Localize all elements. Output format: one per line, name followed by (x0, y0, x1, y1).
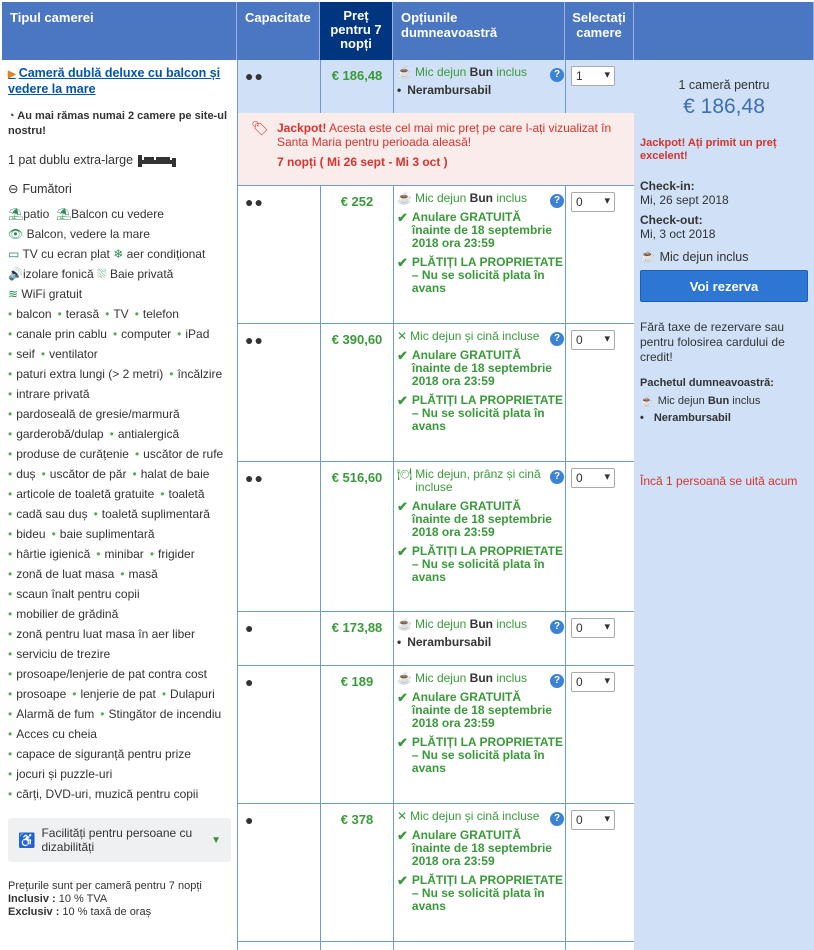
info-icon[interactable]: ? (550, 194, 564, 208)
facility-item: • antialergică (110, 427, 180, 441)
smoking-icon: ⊖ (8, 182, 19, 196)
grid-line (393, 185, 394, 950)
bed-info: 1 pat dublu extra-large (8, 153, 231, 167)
check-icon: ✔ (397, 210, 408, 225)
reserve-button[interactable]: Voi rezerva (640, 270, 808, 302)
facility-item: • serviciu de trezire (8, 647, 110, 661)
bed-icon (137, 153, 177, 167)
two-persons-icon: ●● (245, 332, 264, 348)
checkin-date: Mi, 26 sept 2018 (640, 193, 729, 207)
facility-item: • bideu (8, 527, 46, 541)
check-icon: ✔ (397, 393, 408, 408)
room-name-link[interactable]: ▶ Cameră dublă deluxe cu balcon și vedere la mare (8, 66, 221, 96)
room-quantity-select[interactable]: 1 ▾ (571, 66, 615, 86)
facility-item: • lenjerie de pat (72, 687, 156, 701)
grid-line (237, 803, 634, 804)
smoking-info: ⊖ Fumători (8, 181, 72, 196)
facility-item: • prosoape/lenjerie de pat contra cost (8, 667, 207, 681)
header-summary (634, 2, 814, 60)
facility-item: • balcon (8, 307, 52, 321)
facility-item: • prosoape (8, 687, 66, 701)
facility-item: • articole de toaletă gratuite (8, 487, 154, 501)
header-price: Preț pentru 7 nopți (320, 2, 393, 60)
header-select-rooms: Selectați camere (565, 2, 634, 60)
speaker-icon: 🔊 (8, 267, 23, 281)
option-price: € 252 (340, 194, 374, 209)
facility-item: • mobilier de grădină (8, 607, 118, 621)
facility-item: • toaletă suplimentară (94, 507, 210, 521)
coffee-cup-icon: ☕ (640, 249, 656, 263)
package-breakfast: ☕ Mic dejun Bun inclus (640, 395, 761, 408)
room-quantity-select[interactable]: 0 ▾ (571, 192, 615, 212)
check-icon: ✔ (397, 690, 408, 705)
price-tag-icon: 🏷 (251, 120, 269, 136)
facility-item: • zonă pentru luat masa în aer liber (8, 627, 195, 641)
option-row (237, 666, 634, 803)
two-persons-icon: ●● (245, 68, 264, 84)
header-options: Opțiunile dumneavoastră (393, 2, 565, 60)
option-row (237, 804, 634, 941)
shower-icon: ⛆ (97, 267, 107, 281)
check-icon: ✔ (397, 735, 408, 750)
one-person-icon: ● (245, 620, 255, 636)
facility-item: • telefon (135, 307, 179, 321)
header-capacity: Capacitate (237, 2, 320, 60)
one-person-icon: ● (245, 674, 255, 690)
coffee-cup-icon: ☕ (397, 191, 412, 205)
option-price: € 516,60 (331, 470, 383, 485)
facilities-list (8, 304, 231, 804)
cutlery-icon: ✕ (397, 809, 408, 823)
facility-item: • produse de curățenie (8, 447, 129, 461)
booking-summary (634, 60, 814, 950)
room-quantity-select[interactable]: 0 ▾ (571, 330, 615, 350)
grid-line (237, 941, 634, 942)
facility-item: • Alarmă de fum (8, 707, 94, 721)
facility-item: • frigider (150, 547, 195, 561)
check-icon: ✔ (397, 873, 408, 888)
facility-item: • zonă de luat masa (8, 567, 114, 581)
facility-item: • intrare privată (8, 387, 90, 401)
check-icon: ✔ (397, 348, 408, 363)
grid-line (237, 60, 238, 950)
check-icon: ✔ (397, 499, 408, 514)
watching-now: Încă 1 persoană se uită acum (640, 474, 798, 488)
option-price: € 186,48 (331, 68, 383, 83)
coffee-cup-icon: ☕ (640, 396, 654, 408)
grid-line (237, 665, 634, 666)
info-icon[interactable]: ? (550, 470, 564, 484)
facility-item: • seif (8, 347, 35, 361)
fees-note: Fără taxe de rezervare sau pentru folosirea cardului de credit! (640, 320, 785, 364)
coffee-cup-icon: ☕ (397, 617, 412, 631)
room-quantity-select[interactable]: 0 ▾ (571, 672, 615, 692)
check-icon: ✔ (397, 544, 408, 559)
facility-item: • Stingător de incendiu (100, 707, 221, 721)
option-price: € 378 (340, 812, 374, 827)
facility-item: • cadă sau duș (8, 507, 88, 521)
summary-total-price: € 186,48 (683, 95, 765, 118)
option-row (237, 324, 634, 461)
facility-item: • pardoseală de gresie/marmură (8, 407, 180, 421)
facility-item: • încălzire (169, 367, 222, 381)
room-quantity-select[interactable]: 0 ▾ (571, 810, 615, 830)
option-conditions: ✕ Mic dejun și cină incluse ? ✔ Anulare GRATUITĂ înainte de 18 septembrie 2018 ora 23:59 ✔ PLĂTIȚI LA PROPRIETATE – Nu se solicită plata în avans (397, 809, 564, 913)
grid-line (237, 461, 634, 462)
facility-item: • canale prin cablu (8, 327, 107, 341)
facility-item: • jocuri și puzzle-uri (8, 767, 112, 781)
info-icon[interactable]: ? (550, 332, 564, 346)
option-price: € 390,60 (331, 332, 383, 347)
facility-item: • capace de siguranță pentru prize (8, 747, 191, 761)
grid-line (237, 323, 634, 324)
one-person-icon: ● (245, 812, 255, 828)
facility-item: • cărți, DVD-uri, muzică pentru copii (8, 787, 198, 801)
facility-item: • masă (120, 567, 158, 581)
wheelchair-icon: ♿ (18, 831, 36, 848)
facility-item: • minibar (96, 547, 144, 561)
option-conditions: ☕ Mic dejun Bun inclus ? ✔ Anulare GRATUITĂ înainte de 18 septembrie 2018 ora 23:59 ✔ PLĂTIȚI LA PROPRIETATE – Nu se solicită plata în avans (397, 191, 564, 295)
facility-item: • TV (105, 307, 129, 321)
facility-item: • iPad (177, 327, 209, 341)
nonrefundable-label: • Nerambursabil (397, 83, 492, 97)
option-conditions: ☕ Mic dejun Bun inclus ? • Nerambursabil (397, 618, 563, 649)
option-conditions: 🍽 Mic dejun, prânz și cină incluse ? ✔ Anulare GRATUITĂ înainte de 18 septembrie 2018 ora 23:59 ✔ PLĂTIȚI LA PROPRIETATE – Nu se solicită plata în avans (397, 467, 564, 584)
balcony-icon: ⛱ (55, 207, 72, 221)
facility-item: • terasă (58, 307, 100, 321)
room-quantity-select[interactable]: 0 ▾ (571, 618, 615, 638)
facility-item: • halat de baie (132, 467, 209, 481)
facility-item: • Dulapuri (162, 687, 215, 701)
expand-arrow-icon: ▶ (8, 69, 16, 80)
option-conditions: ☕ Mic dejun Bun inclus ? • Nerambursabil (397, 66, 563, 97)
summary-room-count: 1 cameră pentru (678, 78, 770, 92)
grid-line (393, 60, 394, 113)
plate-icon: 🍽 (397, 467, 413, 481)
facility-item: • Acces cu cheia (8, 727, 97, 741)
grid-line (237, 185, 634, 186)
info-icon[interactable]: ? (550, 674, 564, 688)
facility-item: • garderobă/dulap (8, 427, 104, 441)
coffee-cup-icon: ☕ (397, 671, 412, 685)
facility-item: • baie suplimentară (52, 527, 155, 541)
chevron-down-icon: ▼ (211, 834, 221, 846)
facility-item: • uscător de păr (42, 467, 127, 481)
option-row (237, 462, 634, 611)
room-quantity-select[interactable]: 0 ▾ (571, 468, 615, 488)
option-price: € 173,88 (331, 620, 383, 635)
facility-item: • uscător de rufe (135, 447, 223, 461)
jackpot-banner: 🏷 Jackpot! Acesta este cel mai mic preț pe care l-ați vizualizat în Santa Maria pentru perioada aleasă! 7 nopți ( Mi 26 sept - Mi 3 oct ) (237, 113, 634, 185)
package-title: Pachetul dumneavoastră: (640, 377, 774, 389)
grid-line (320, 185, 321, 950)
room-features: ⛱patio ⛱Balcon cu vedere 👁 Balcon, vedere la mare ▭ TV cu ecran plat ❄ aer condiționat 🔊izolare fonică ⛆ Baie privată ≋ WiFi gratuit (8, 207, 206, 301)
checkout-label: Check-out: (640, 213, 703, 227)
checkin-label: Check-in: (640, 179, 695, 193)
grid-line (565, 60, 566, 113)
facility-item: • hârtie igienică (8, 547, 90, 561)
grid-line (237, 611, 634, 612)
two-persons-icon: ●● (245, 470, 264, 486)
grid-line (565, 185, 566, 950)
facility-item: • ventilator (41, 347, 98, 361)
disability-facilities-toggle[interactable]: ♿ Facilități pentru persoane cu dizabilități ▼ (8, 818, 231, 862)
two-persons-icon: ●● (245, 194, 264, 210)
info-icon[interactable]: ? (550, 620, 564, 634)
eye-icon: 👁 (8, 227, 24, 241)
room-info (2, 60, 237, 925)
snowflake-icon: ❄ (113, 247, 124, 261)
option-row (237, 186, 634, 323)
availability-warning: ◔ Au mai rămas numai 2 camere pe site-ul nostru! (8, 110, 227, 137)
option-conditions: ✕ Mic dejun și cină incluse ? ✔ Anulare GRATUITĂ înainte de 18 septembrie 2018 ora 23:59 ✔ PLĂTIȚI LA PROPRIETATE – Nu se solicită plata în avans (397, 329, 564, 433)
option-row (237, 612, 634, 665)
grid-line (320, 60, 321, 113)
facility-item: • computer (113, 327, 171, 341)
summary-jackpot: Jackpot! Ați primit un preț excelent! (640, 137, 777, 162)
option-price: € 189 (340, 674, 374, 689)
summary-breakfast: ☕ Mic dejun inclus (640, 249, 749, 264)
option-row (237, 60, 634, 113)
header-room-type: Tipul camerei (2, 2, 237, 60)
option-conditions: ☕ Mic dejun Bun inclus ? ✔ Anulare GRATUITĂ înainte de 18 septembrie 2018 ora 23:59 ✔ PLĂTIȚI LA PROPRIETATE – Nu se solicită plata în avans (397, 671, 564, 775)
patio-icon: ⛱ (8, 207, 24, 221)
wifi-icon: ≋ (8, 287, 19, 301)
checkout-date: Mi, 3 oct 2018 (640, 227, 716, 241)
package-nonrefundable: • Nerambursabil (640, 412, 731, 424)
price-notes: Prețurile sunt per cameră pentru 7 nopți Inclusiv : 10 % TVA Exclusiv : 10 % taxă de oraș (8, 880, 202, 918)
cutlery-icon: ✕ (397, 329, 408, 343)
facility-item: • scaun înalt pentru copii (8, 587, 140, 601)
check-icon: ✔ (397, 255, 408, 270)
info-icon[interactable]: ? (550, 812, 564, 826)
check-icon: ✔ (397, 828, 408, 843)
facility-item: • toaletă (160, 487, 204, 501)
tv-icon: ▭ (8, 247, 20, 261)
nonrefundable-label: • Nerambursabil (397, 635, 492, 649)
jackpot-nights: 7 nopți ( Mi 26 sept - Mi 3 oct ) (277, 155, 448, 169)
facility-item: • duș (8, 467, 36, 481)
facility-item: • paturi extra lungi (> 2 metri) (8, 367, 163, 381)
coffee-cup-icon: ☕ (397, 65, 412, 79)
info-icon[interactable]: ? (550, 68, 564, 82)
